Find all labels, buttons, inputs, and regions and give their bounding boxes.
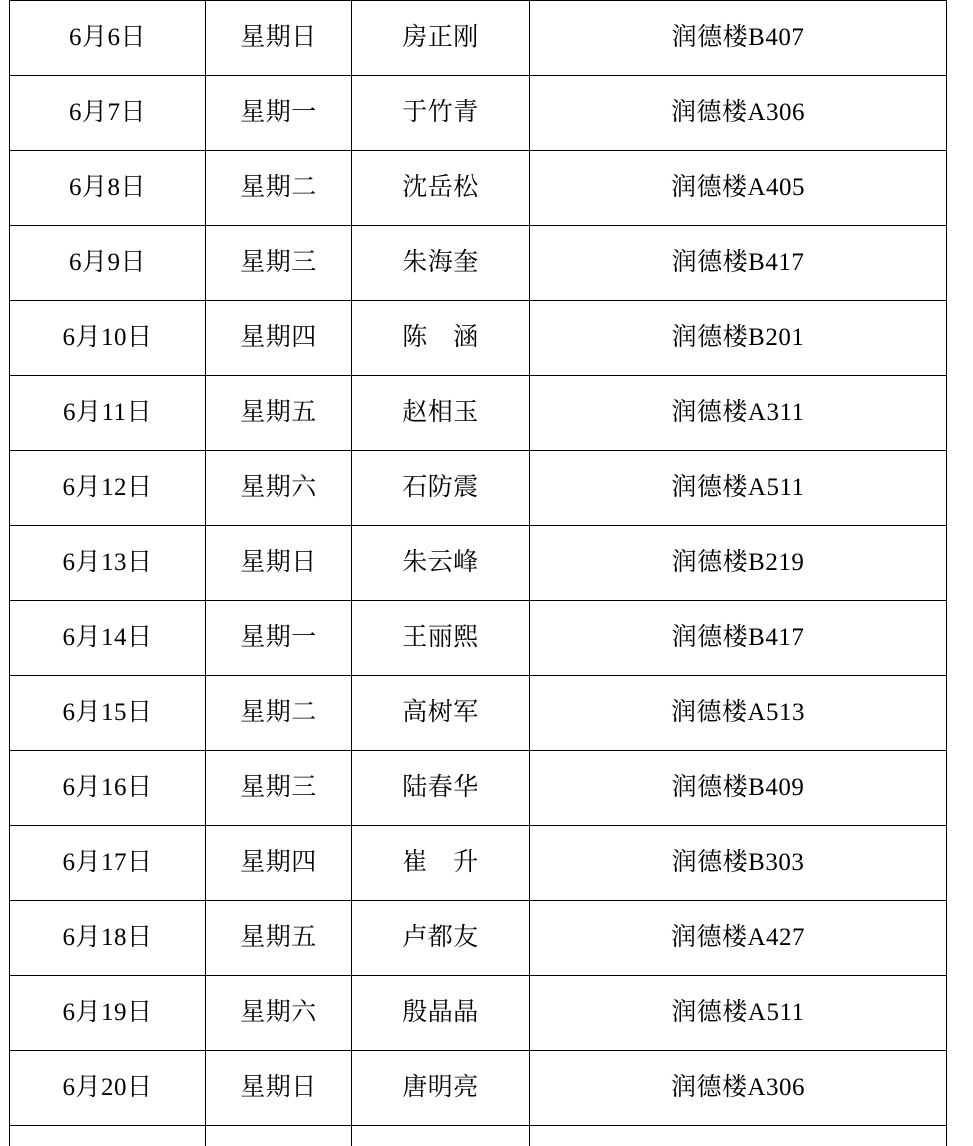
cell-place: 润德楼B303: [530, 826, 947, 901]
table-row: [10, 376, 947, 451]
cell-place: 润德楼A511: [530, 451, 947, 526]
cell-place: 润德楼A405: [530, 151, 947, 226]
table-row: [10, 301, 947, 376]
cell-weekday: 星期一: [206, 76, 352, 151]
duty-schedule-table: [9, 0, 947, 1146]
cell-date: 6月13日: [10, 526, 206, 601]
cell-name: 崔 升: [352, 826, 530, 901]
cell-weekday: 星期二: [206, 151, 352, 226]
cell-name: 沈岳松: [352, 151, 530, 226]
cell-place: 润德楼A427: [530, 901, 947, 976]
cell-date: 6月10日: [10, 301, 206, 376]
cell-date: 6月12日: [10, 451, 206, 526]
cell-name: 卢都友: [352, 901, 530, 976]
cell-weekday: 星期三: [206, 226, 352, 301]
cell-name: 房正刚: [352, 1, 530, 76]
table-row: [10, 676, 947, 751]
table-row: [10, 526, 947, 601]
table-row: [10, 76, 947, 151]
cell-weekday: 星期四: [206, 301, 352, 376]
cell-weekday: 星期日: [206, 526, 352, 601]
cell-date: 6月7日: [10, 76, 206, 151]
cell-name: 陈 涵: [352, 301, 530, 376]
cell-name: 殷晶晶: [352, 976, 530, 1051]
table-row: [10, 901, 947, 976]
cell-name: 石防震: [352, 451, 530, 526]
table-row-partial: [10, 1126, 947, 1146]
cell-name: 朱云峰: [352, 526, 530, 601]
cell-empty: [206, 1126, 352, 1146]
cell-weekday: 星期六: [206, 451, 352, 526]
cell-weekday: 星期日: [206, 1, 352, 76]
table-row: [10, 1, 947, 76]
table-row: [10, 826, 947, 901]
cell-weekday: 星期五: [206, 901, 352, 976]
cell-place: 润德楼B407: [530, 1, 947, 76]
cell-date: 6月11日: [10, 376, 206, 451]
cell-date: 6月6日: [10, 1, 206, 76]
cell-weekday: 星期一: [206, 601, 352, 676]
table-row: [10, 1051, 947, 1126]
table-row: [10, 601, 947, 676]
cell-weekday: 星期二: [206, 676, 352, 751]
cell-name: 朱海奎: [352, 226, 530, 301]
cell-date: 6月15日: [10, 676, 206, 751]
cell-name: 赵相玉: [352, 376, 530, 451]
cell-place: 润德楼A513: [530, 676, 947, 751]
cell-date: 6月8日: [10, 151, 206, 226]
cell-place: 润德楼A306: [530, 1051, 947, 1126]
cell-place: 润德楼B409: [530, 751, 947, 826]
table-body: [10, 1, 947, 1146]
cell-date: 6月16日: [10, 751, 206, 826]
cell-place: 润德楼B201: [530, 301, 947, 376]
cell-place: 润德楼B219: [530, 526, 947, 601]
cell-name: 陆春华: [352, 751, 530, 826]
table-row: [10, 751, 947, 826]
cell-date: 6月17日: [10, 826, 206, 901]
cell-weekday: 星期三: [206, 751, 352, 826]
table-row: [10, 976, 947, 1051]
cell-empty: [10, 1126, 206, 1146]
cell-weekday: 星期五: [206, 376, 352, 451]
table-row: [10, 151, 947, 226]
table-row: [10, 451, 947, 526]
cell-date: 6月14日: [10, 601, 206, 676]
cell-place: 润德楼B417: [530, 226, 947, 301]
cell-weekday: 星期日: [206, 1051, 352, 1126]
cell-name: 高树军: [352, 676, 530, 751]
cell-weekday: 星期六: [206, 976, 352, 1051]
cell-place: 润德楼A511: [530, 976, 947, 1051]
cell-date: 6月19日: [10, 976, 206, 1051]
cell-weekday: 星期四: [206, 826, 352, 901]
cell-date: 6月18日: [10, 901, 206, 976]
table-row: [10, 226, 947, 301]
cell-empty: [352, 1126, 530, 1146]
cell-name: 王丽熙: [352, 601, 530, 676]
cell-place: 润德楼B417: [530, 601, 947, 676]
cell-name: 于竹青: [352, 76, 530, 151]
cell-name: 唐明亮: [352, 1051, 530, 1126]
cell-place: 润德楼A311: [530, 376, 947, 451]
cell-date: 6月9日: [10, 226, 206, 301]
cell-date: 6月20日: [10, 1051, 206, 1126]
cell-place: 润德楼A306: [530, 76, 947, 151]
cell-empty: [530, 1126, 947, 1146]
